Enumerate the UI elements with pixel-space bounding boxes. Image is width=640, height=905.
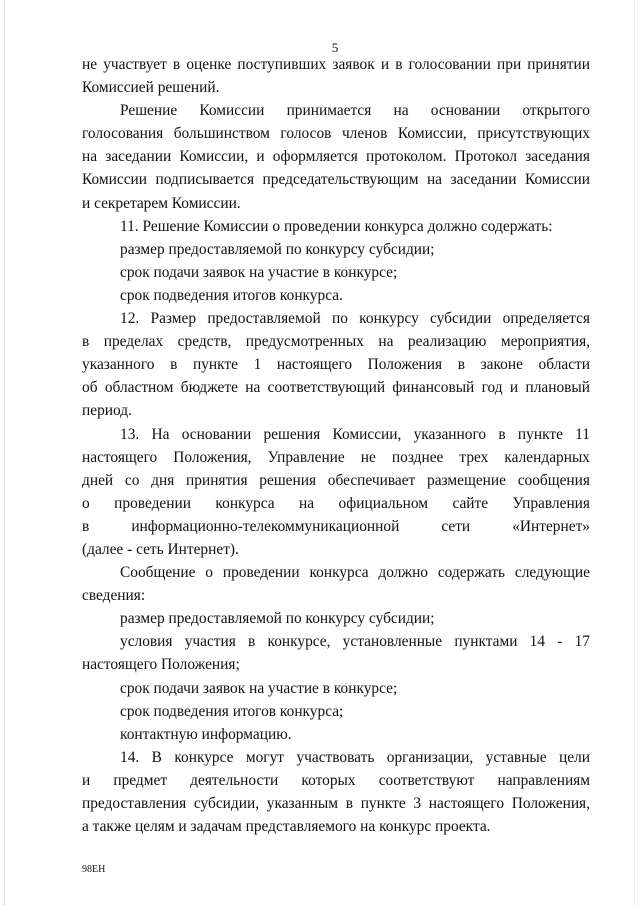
text-line: Комиссией решений.	[82, 79, 220, 97]
text-line: Решение Комиссии принимается на основании открытого	[120, 102, 590, 120]
text-line: и секретарем Комиссии.	[82, 194, 241, 212]
text-line: а также целям и задачам представляемого на конкурс проекта.	[82, 818, 491, 836]
text-line: предоставления субсидии, указанным в пункте 3 настоящего Положения,	[82, 795, 590, 812]
text-line: 13. На основании решения Комиссии, указанного в пункте 11	[120, 425, 590, 443]
text-line: дней со дня принятия решения обеспечивает размещение сообщения	[82, 471, 590, 489]
text-line: размер предоставляемой по конкурсу субсидии;	[120, 240, 435, 258]
text-line: 12. Размер предоставляемой по конкурсу субсидии определяется	[120, 310, 590, 328]
text-line: о проведении конкурса на официальном сайте Управления	[82, 494, 590, 512]
scan-edge-right	[634, 0, 636, 905]
text-line: условия участия в конкурсе, установленные пунктами 14 - 17	[120, 633, 590, 651]
text-line: контактную информацию.	[120, 725, 292, 743]
text-line: 14. В конкурсе могут участвовать организации, уставные цели	[120, 748, 590, 766]
text-line: не участвует в оценке поступивших заявок и в голосовании при принятии	[82, 56, 590, 73]
text-line: срок подведения итогов конкурса.	[120, 286, 343, 304]
text-line: голосования большинством голосов членов Комиссии, присутствующих	[82, 125, 590, 143]
text-line: и предмет деятельности которых соответствуют направлениям	[82, 771, 590, 789]
text-line: период.	[82, 402, 132, 420]
text-line: в информационно-телекоммуникационной сети «Интернет»	[82, 517, 590, 535]
text-line: настоящего Положения;	[82, 656, 240, 674]
text-line: указанного в пункте 1 настоящего Положения в законе области	[82, 356, 590, 374]
text-line: на заседании Комиссии, и оформляется протоколом. Протокол заседания	[82, 148, 590, 166]
text-line: Комиссии подписывается председательствующим на заседании Комиссии	[82, 171, 590, 189]
text-line: сведения:	[82, 587, 146, 605]
text-line: размер предоставляемой по конкурсу субсидии;	[120, 610, 435, 628]
scan-edge-left	[4, 0, 6, 905]
text-line: в пределах средств, предусмотренных на реализацию мероприятия,	[82, 333, 590, 351]
text-line: срок подачи заявок на участие в конкурсе;	[120, 679, 398, 697]
text-line: срок подачи заявок на участие в конкурсе;	[120, 263, 398, 281]
text-line: 11. Решение Комиссии о проведении конкурса должно содержать:	[120, 217, 553, 235]
document-body	[82, 53, 590, 838]
text-line: (далее - сеть Интернет).	[82, 540, 239, 558]
text-line: Сообщение о проведении конкурса должно содержать следующие	[120, 564, 590, 582]
text-line: настоящего Положения, Управление не позднее трех календарных	[82, 448, 590, 466]
page-number: 5	[331, 40, 339, 55]
text-line: об областном бюджете на соответствующий финансовый год и плановый	[82, 379, 590, 397]
footer-code: 98ЕН	[82, 864, 106, 875]
text-line: срок подведения итогов конкурса;	[120, 702, 344, 720]
